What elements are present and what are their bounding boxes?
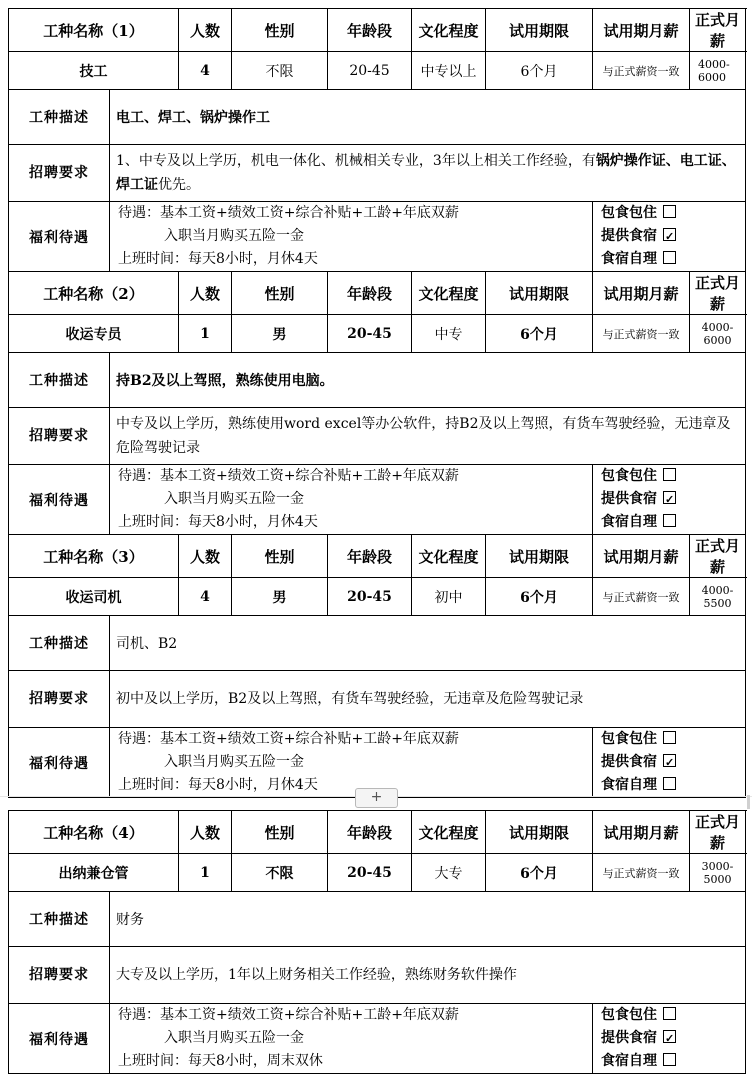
benefit-line-3: 上班时间：每天8小时，月休4天	[118, 514, 318, 530]
header-gender: 性别	[232, 535, 328, 578]
header-gender: 性别	[232, 811, 328, 854]
req-tail: 优先。	[158, 177, 200, 193]
benefit-line-3: 上班时间：每天8小时，周末双休	[118, 1053, 323, 1069]
job-pay-cell: 4000-6000	[690, 52, 746, 90]
desc-label: 工种描述	[9, 616, 110, 671]
job-count-cell: 4	[179, 578, 232, 616]
header-trial-pay: 试用期月薪	[593, 811, 690, 854]
benefit-value	[110, 1004, 593, 1074]
job-data-row	[9, 52, 746, 90]
header-trial: 试用期限	[486, 811, 593, 854]
header-trial: 试用期限	[486, 9, 593, 52]
benefit-option-label: 提供食宿	[601, 491, 658, 507]
job-trial-cell: 6个月	[486, 854, 593, 892]
job-age-cell: 20-45	[328, 52, 412, 90]
job-trial-cell: 6个月	[486, 315, 593, 353]
benefit-options	[593, 1004, 746, 1074]
job-gender-cell: 不限	[232, 52, 328, 90]
benefit-option-label: 包食包住	[601, 205, 658, 221]
benefit-option-label: 食宿自理	[601, 1053, 658, 1069]
req-text: 1、中专及以上学历，机电一体化、机械相关专业，3年以上相关工作经验，有	[116, 153, 596, 169]
header-pay: 正式月薪	[690, 9, 746, 52]
header-age: 年龄段	[328, 811, 412, 854]
header-pay: 正式月薪	[690, 272, 746, 315]
job-education-cell: 大专	[412, 854, 486, 892]
job-description-row	[9, 892, 746, 947]
checkbox-checked-icon[interactable]	[663, 491, 676, 504]
job-requirement-row	[9, 671, 746, 728]
job-trial-cell: 6个月	[486, 578, 593, 616]
job-table-bottom	[8, 810, 746, 1074]
header-education: 文化程度	[412, 811, 486, 854]
job-trial-pay-cell: 与正式薪资一致	[593, 854, 690, 892]
job-benefit-row	[9, 728, 746, 798]
benefit-line-2: 入职当月购买五险一金	[164, 491, 304, 507]
job-gender-cell: 不限	[232, 854, 328, 892]
benefit-option-label: 食宿自理	[601, 777, 658, 793]
benefit-option-label: 提供食宿	[601, 228, 658, 244]
header-count: 人数	[179, 9, 232, 52]
job-age-cell: 20-45	[328, 578, 412, 616]
checkbox-checked-icon[interactable]	[663, 1030, 676, 1043]
header-trial-pay: 试用期月薪	[593, 535, 690, 578]
benefit-option-label: 包食包住	[601, 731, 658, 747]
job-header-row	[9, 9, 746, 52]
add-row-button[interactable]: +	[355, 788, 398, 808]
scroll-edge-marker	[747, 795, 750, 809]
checkbox-empty-icon[interactable]	[663, 468, 676, 481]
benefit-value	[110, 728, 593, 798]
job-education-cell: 初中	[412, 578, 486, 616]
benefit-options	[593, 728, 746, 798]
req-text: 中专及以上学历，熟练使用word excel等办公软件，持B2及以上驾照，有货车驾驶经验，无违章及危险驾驶记录	[116, 416, 731, 456]
req-value	[110, 671, 746, 728]
benefit-option-label: 包食包住	[601, 1007, 658, 1023]
checkbox-checked-icon[interactable]	[663, 754, 676, 767]
benefit-option-label: 提供食宿	[601, 1030, 658, 1046]
job-pay-cell: 3000-5000	[690, 854, 746, 892]
desc-value: 持B2及以上驾照，熟练使用电脑。	[110, 353, 746, 408]
job-age-cell: 20-45	[328, 315, 412, 353]
req-value	[110, 408, 746, 465]
benefit-line-1: 待遇：基本工资+绩效工资+综合补贴+工龄+年底双薪	[118, 731, 459, 747]
desc-value: 司机、B2	[110, 616, 746, 671]
job-education-cell: 中专以上	[412, 52, 486, 90]
job-requirement-row	[9, 145, 746, 202]
desc-value: 财务	[110, 892, 746, 947]
benefit-label: 福利待遇	[9, 465, 110, 535]
benefit-options	[593, 465, 746, 535]
job-title-cell: 工种名称（2）	[9, 272, 179, 315]
job-age-cell: 20-45	[328, 854, 412, 892]
job-description-row	[9, 353, 746, 408]
job-education-cell: 中专	[412, 315, 486, 353]
header-trial: 试用期限	[486, 535, 593, 578]
req-text: 初中及以上学历，B2及以上驾照，有货车驾驶经验，无违章及危险驾驶记录	[116, 691, 584, 707]
desc-label: 工种描述	[9, 353, 110, 408]
job-title-cell: 工种名称（4）	[9, 811, 179, 854]
checkbox-empty-icon[interactable]	[663, 777, 676, 790]
job-header-row	[9, 272, 746, 315]
job-trial-pay-cell: 与正式薪资一致	[593, 578, 690, 616]
job-header-row	[9, 535, 746, 578]
header-age: 年龄段	[328, 272, 412, 315]
job-description-row	[9, 616, 746, 671]
benefit-value	[110, 465, 593, 535]
benefit-label: 福利待遇	[9, 1004, 110, 1074]
header-education: 文化程度	[412, 272, 486, 315]
job-requirement-row	[9, 408, 746, 465]
benefit-options	[593, 202, 746, 272]
benefit-line-3: 上班时间：每天8小时，月休4天	[118, 777, 318, 793]
header-trial-pay: 试用期月薪	[593, 9, 690, 52]
header-trial-pay: 试用期月薪	[593, 272, 690, 315]
checkbox-empty-icon[interactable]	[663, 731, 676, 744]
checkbox-empty-icon[interactable]	[663, 1053, 676, 1066]
desc-label: 工种描述	[9, 892, 110, 947]
benefit-line-2: 入职当月购买五险一金	[164, 228, 304, 244]
benefit-option-label: 食宿自理	[601, 251, 658, 267]
header-pay: 正式月薪	[690, 535, 746, 578]
job-name-cell: 出纳兼仓管	[9, 854, 179, 892]
req-value	[110, 947, 746, 1004]
job-description-row	[9, 90, 746, 145]
job-count-cell: 1	[179, 854, 232, 892]
header-age: 年龄段	[328, 535, 412, 578]
header-count: 人数	[179, 811, 232, 854]
job-count-cell: 1	[179, 315, 232, 353]
benefit-value	[110, 202, 593, 272]
job-title-cell: 工种名称（3）	[9, 535, 179, 578]
benefit-line-1: 待遇：基本工资+绩效工资+综合补贴+工龄+年底双薪	[118, 205, 459, 221]
req-text: 大专及以上学历，1年以上财务相关工作经验，熟练财务软件操作	[116, 967, 517, 983]
benefit-line-2: 入职当月购买五险一金	[164, 1030, 304, 1046]
req-label: 招聘要求	[9, 671, 110, 728]
checkbox-checked-icon[interactable]	[663, 228, 676, 241]
job-trial-pay-cell: 与正式薪资一致	[593, 315, 690, 353]
header-trial: 试用期限	[486, 272, 593, 315]
benefit-line-3: 上班时间：每天8小时，月休4天	[118, 251, 318, 267]
header-count: 人数	[179, 535, 232, 578]
job-benefit-row	[9, 202, 746, 272]
req-label: 招聘要求	[9, 145, 110, 202]
benefit-option-label: 食宿自理	[601, 514, 658, 530]
job-gender-cell: 男	[232, 578, 328, 616]
req-highlight: 锅炉操作证、电工证、焊工证	[116, 153, 736, 193]
job-benefit-row	[9, 1004, 746, 1074]
job-count-cell: 4	[179, 52, 232, 90]
header-education: 文化程度	[412, 9, 486, 52]
benefit-label: 福利待遇	[9, 728, 110, 798]
job-trial-pay-cell: 与正式薪资一致	[593, 52, 690, 90]
job-requirement-row	[9, 947, 746, 1004]
benefit-label: 福利待遇	[9, 202, 110, 272]
checkbox-empty-icon[interactable]	[663, 251, 676, 264]
job-title-cell: 工种名称（1）	[9, 9, 179, 52]
header-count: 人数	[179, 272, 232, 315]
header-gender: 性别	[232, 272, 328, 315]
job-name-cell: 技工	[9, 52, 179, 90]
benefit-option-label: 包食包住	[601, 468, 658, 484]
job-pay-cell: 4000-6000	[690, 315, 746, 353]
checkbox-empty-icon[interactable]	[663, 1007, 676, 1020]
req-value	[110, 145, 746, 202]
benefit-option-label: 提供食宿	[601, 754, 658, 770]
checkbox-empty-icon[interactable]	[663, 205, 676, 218]
job-header-row	[9, 811, 746, 854]
job-trial-cell: 6个月	[486, 52, 593, 90]
job-gender-cell: 男	[232, 315, 328, 353]
desc-value: 电工、焊工、锅炉操作工	[110, 90, 746, 145]
header-age: 年龄段	[328, 9, 412, 52]
job-name-cell: 收运专员	[9, 315, 179, 353]
benefit-line-1: 待遇：基本工资+绩效工资+综合补贴+工龄+年底双薪	[118, 1007, 459, 1023]
job-name-cell: 收运司机	[9, 578, 179, 616]
desc-label: 工种描述	[9, 90, 110, 145]
job-pay-cell: 4000-5500	[690, 578, 746, 616]
benefit-line-2: 入职当月购买五险一金	[164, 754, 304, 770]
benefit-line-1: 待遇：基本工资+绩效工资+综合补贴+工龄+年底双薪	[118, 468, 459, 484]
job-table-top	[8, 8, 746, 798]
job-data-row	[9, 315, 746, 353]
header-education: 文化程度	[412, 535, 486, 578]
header-gender: 性别	[232, 9, 328, 52]
checkbox-empty-icon[interactable]	[663, 514, 676, 527]
job-data-row	[9, 578, 746, 616]
req-label: 招聘要求	[9, 408, 110, 465]
job-benefit-row	[9, 465, 746, 535]
header-pay: 正式月薪	[690, 811, 746, 854]
req-label: 招聘要求	[9, 947, 110, 1004]
job-data-row	[9, 854, 746, 892]
